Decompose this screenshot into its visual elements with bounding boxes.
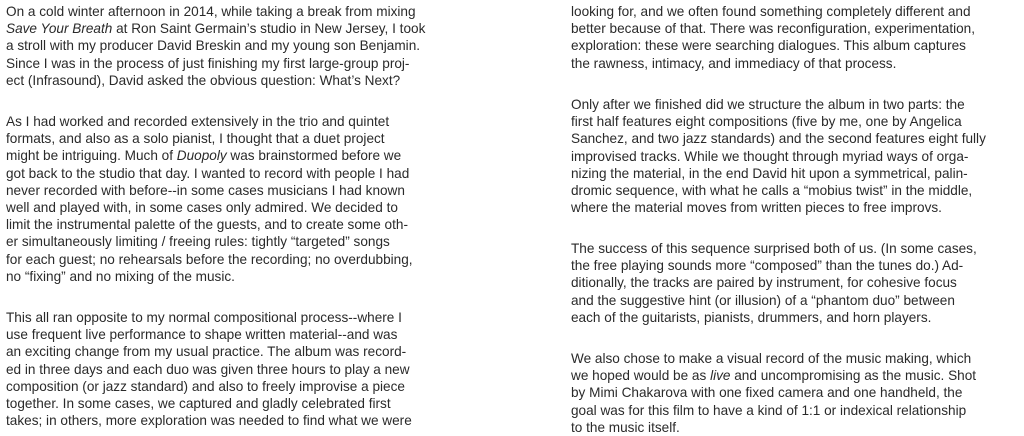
text-fragment: and uncompromising as the music. Shot [730,368,977,384]
text-line: better because of that. There was reconfiguration, experimentation, [571,21,976,37]
text-line: use frequent live performance to shape written material--and was [6,327,398,343]
text-line: and the suggestive hint (or illusion) of a “phantom duo” between [571,292,955,308]
text-line: nizing the material, in the end David hit upon a symmetrical, palin- [571,165,968,181]
text-line: got back to the studio that day. I wanted to record with people I had [6,165,410,181]
paragraph-1 [6,3,425,89]
text-fragment: at Ron Saint Germain’s studio in New Jersey, I took [112,21,426,37]
text-line: first half features eight compositions (five by me, one by Angelica [571,114,962,130]
text-line [6,20,425,37]
text-line: takes; in others, more exploration was needed to find what we were [6,413,412,429]
text-line [571,367,976,384]
text-line: to the music itself. [571,419,680,435]
text-line: Since I was in the process of just finishing my first large-group proj- [6,55,410,71]
paragraph-3 [6,309,412,429]
text-line: Sanchez, and two jazz standards) and the second features eight fully [571,131,986,147]
text-line: well and played with, in some cases only admired. We decided to [6,199,398,215]
text-line: ed in three days and each duo was given three hours to play a new [6,361,410,377]
text-line: Only after we finished did we structure the album in two parts: the [571,97,965,112]
text-line: We also chose to make a visual record of the music making, which [571,351,972,366]
paragraph-4 [571,3,975,72]
text-line: where the material moves from written pieces to free improvs. [571,200,942,216]
text-line: for each guest; no rehearsals before the recording; no overdubbing, [6,251,413,267]
text-line: dromic sequence, with what he calls a “mobius twist” in the middle, [571,182,973,198]
text-line: together. In some cases, we captured and gladly celebrated first [6,395,391,411]
text-line: the free playing sounds more “composed” than the tunes do.) Ad- [571,258,964,274]
text-fragment: was brainstormed before we [226,148,402,164]
paragraph-6 [571,240,977,326]
text-line: exploration: these were searching dialogues. This album captures [571,38,966,54]
text-line: no “fixing” and no mixing of the music. [6,268,235,284]
text-line: ditionally, the tracks are paired by instrument, for cohesive focus [571,275,957,291]
text-line: by Mimi Chakarova with one fixed camera and one handheld, the [571,385,963,401]
paragraph-2 [6,113,413,285]
text-line: er simultaneously limiting / freeing rules: tightly “targeted” songs [6,234,390,250]
paragraph-7 [571,350,976,436]
text-line: The success of this sequence surprised both of us. (In some cases, [571,241,977,256]
text-line [6,147,413,164]
text-line: the rawness, intimacy, and immediacy of that process. [571,55,897,71]
text-line: ect (Infrasound), David asked the obvious question: What’s Next? [6,72,401,88]
text-line: formats, and also as a solo pianist, I thought that a duet project [6,131,385,147]
text-line: composition (or jazz standard) and also to freely improvise a piece [6,378,405,394]
text-line: an exciting change from my usual practice. The album was record- [6,344,407,360]
text-fragment: we hoped would be as [571,368,711,384]
paragraph-5 [571,96,986,216]
text-line: As I had worked and recorded extensively in the trio and quintet [6,114,390,129]
album-title: Save Your Breath [6,21,113,37]
text-line: looking for, and we often found something completely different and [571,4,971,19]
text-line: never recorded with before--in some cases musicians I had known [6,182,405,198]
text-line: limit the instrumental palette of the guests, and to create some oth- [6,217,408,233]
text-line: goal was for this film to have a kind of 1:1 or indexical relationship [571,402,967,418]
text-line: each of the guitarists, pianists, drummers, and horn players. [571,309,932,325]
text-line: improvised tracks. While we thought through myriad ways of orga- [571,148,969,164]
album-title: Duopoly [176,148,227,164]
text-fragment: might be intriguing. Much of [6,148,177,164]
emphasis-word: live [710,368,731,384]
text-line: a stroll with my producer David Breskin and my young son Benjamin. [6,38,421,54]
text-line: On a cold winter afternoon in 2014, while taking a break from mixing [6,4,416,19]
text-line: This all ran opposite to my normal compositional process--where I [6,310,402,325]
